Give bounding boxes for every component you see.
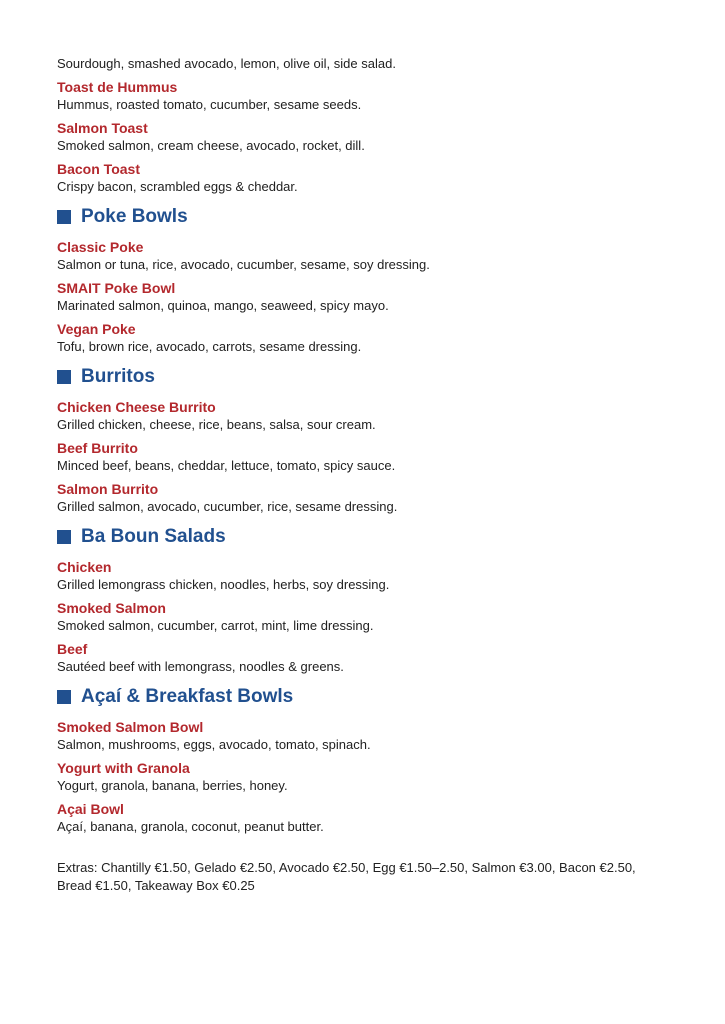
menu-item-name: Chicken (57, 559, 112, 575)
menu-item-description: Sautéed beef with lemongrass, noodles & greens. (57, 659, 344, 674)
menu-item-description: Açaí, banana, granola, coconut, peanut butter. (57, 819, 324, 834)
menu-item-name: Classic Poke (57, 239, 144, 255)
menu-item (57, 321, 668, 355)
intro-item-description: Sourdough, smashed avocado, lemon, olive oil, side salad. (57, 56, 396, 71)
menu-item (57, 481, 668, 515)
menu-item (57, 559, 668, 593)
menu-item (57, 120, 668, 154)
menu-item (57, 801, 668, 835)
section-heading-ba-boun-salads (57, 525, 668, 549)
section-heading-acai-breakfast-bowls (57, 685, 668, 709)
menu-item-name: Beef (57, 641, 88, 657)
section-heading-poke-bowls (57, 205, 668, 229)
menu-item-name: Yogurt with Granola (57, 760, 190, 776)
menu-item-description: Smoked salmon, cucumber, carrot, mint, lime dressing. (57, 618, 374, 633)
section-title-text: Açaí & Breakfast Bowls (81, 686, 294, 707)
menu-item-description: Grilled lemongrass chicken, noodles, herbs, soy dressing. (57, 577, 390, 592)
section-square-bullet-icon (57, 370, 71, 384)
menu-item (57, 719, 668, 753)
menu-item-name: Salmon Burrito (57, 481, 159, 497)
menu-item-name: Açai Bowl (57, 801, 124, 817)
menu-item-description: Minced beef, beans, cheddar, lettuce, tomato, spicy sauce. (57, 458, 396, 473)
menu-item (57, 399, 668, 433)
menu-item (57, 440, 668, 474)
menu-item-description: Marinated salmon, quinoa, mango, seaweed, spicy mayo. (57, 298, 389, 313)
menu-item-name: Toast de Hummus (57, 79, 178, 95)
menu-item (57, 161, 668, 195)
menu-item-name: Salmon Toast (57, 120, 148, 136)
menu-item-description: Crispy bacon, scrambled eggs & cheddar. (57, 179, 298, 194)
menu-item-description: Grilled chicken, cheese, rice, beans, salsa, sour cream. (57, 417, 376, 432)
menu-item-name: Smoked Salmon Bowl (57, 719, 204, 735)
menu-item-description: Hummus, roasted tomato, cucumber, sesame seeds. (57, 97, 362, 112)
menu-item-name: Bacon Toast (57, 161, 140, 177)
menu-item-description: Tofu, brown rice, avocado, carrots, sesame dressing. (57, 339, 362, 354)
section-title-text: Ba Boun Salads (81, 526, 226, 547)
menu-item-name: Vegan Poke (57, 321, 136, 337)
menu-item (57, 79, 668, 113)
menu-item-description: Grilled salmon, avocado, cucumber, rice, sesame dressing. (57, 499, 398, 514)
menu-item-description: Yogurt, granola, banana, berries, honey. (57, 778, 288, 793)
extras-note: Extras: Chantilly €1.50, Gelado €2.50, Avocado €2.50, Egg €1.50–2.50, Salmon €3.00, Bacon €2.50, Bread €1.50, Takeaway Box €0.25 (57, 860, 636, 893)
section-square-bullet-icon (57, 210, 71, 224)
menu-item (57, 760, 668, 794)
menu-item (57, 280, 668, 314)
menu-item (57, 641, 668, 675)
section-heading-burritos (57, 365, 668, 389)
menu-item-description: Salmon or tuna, rice, avocado, cucumber, sesame, soy dressing. (57, 257, 430, 272)
menu-item-description: Salmon, mushrooms, eggs, avocado, tomato, spinach. (57, 737, 371, 752)
menu-item-description: Smoked salmon, cream cheese, avocado, rocket, dill. (57, 138, 365, 153)
menu-item (57, 600, 668, 634)
section-square-bullet-icon (57, 690, 71, 704)
menu-item-name: Beef Burrito (57, 440, 138, 456)
menu-item-name: Smoked Salmon (57, 600, 166, 616)
menu-item (57, 239, 668, 273)
menu-item-name: Chicken Cheese Burrito (57, 399, 216, 415)
menu-item-name: SMAIT Poke Bowl (57, 280, 176, 296)
section-square-bullet-icon (57, 530, 71, 544)
section-title-text: Poke Bowls (81, 206, 188, 227)
section-title-text: Burritos (81, 366, 155, 387)
